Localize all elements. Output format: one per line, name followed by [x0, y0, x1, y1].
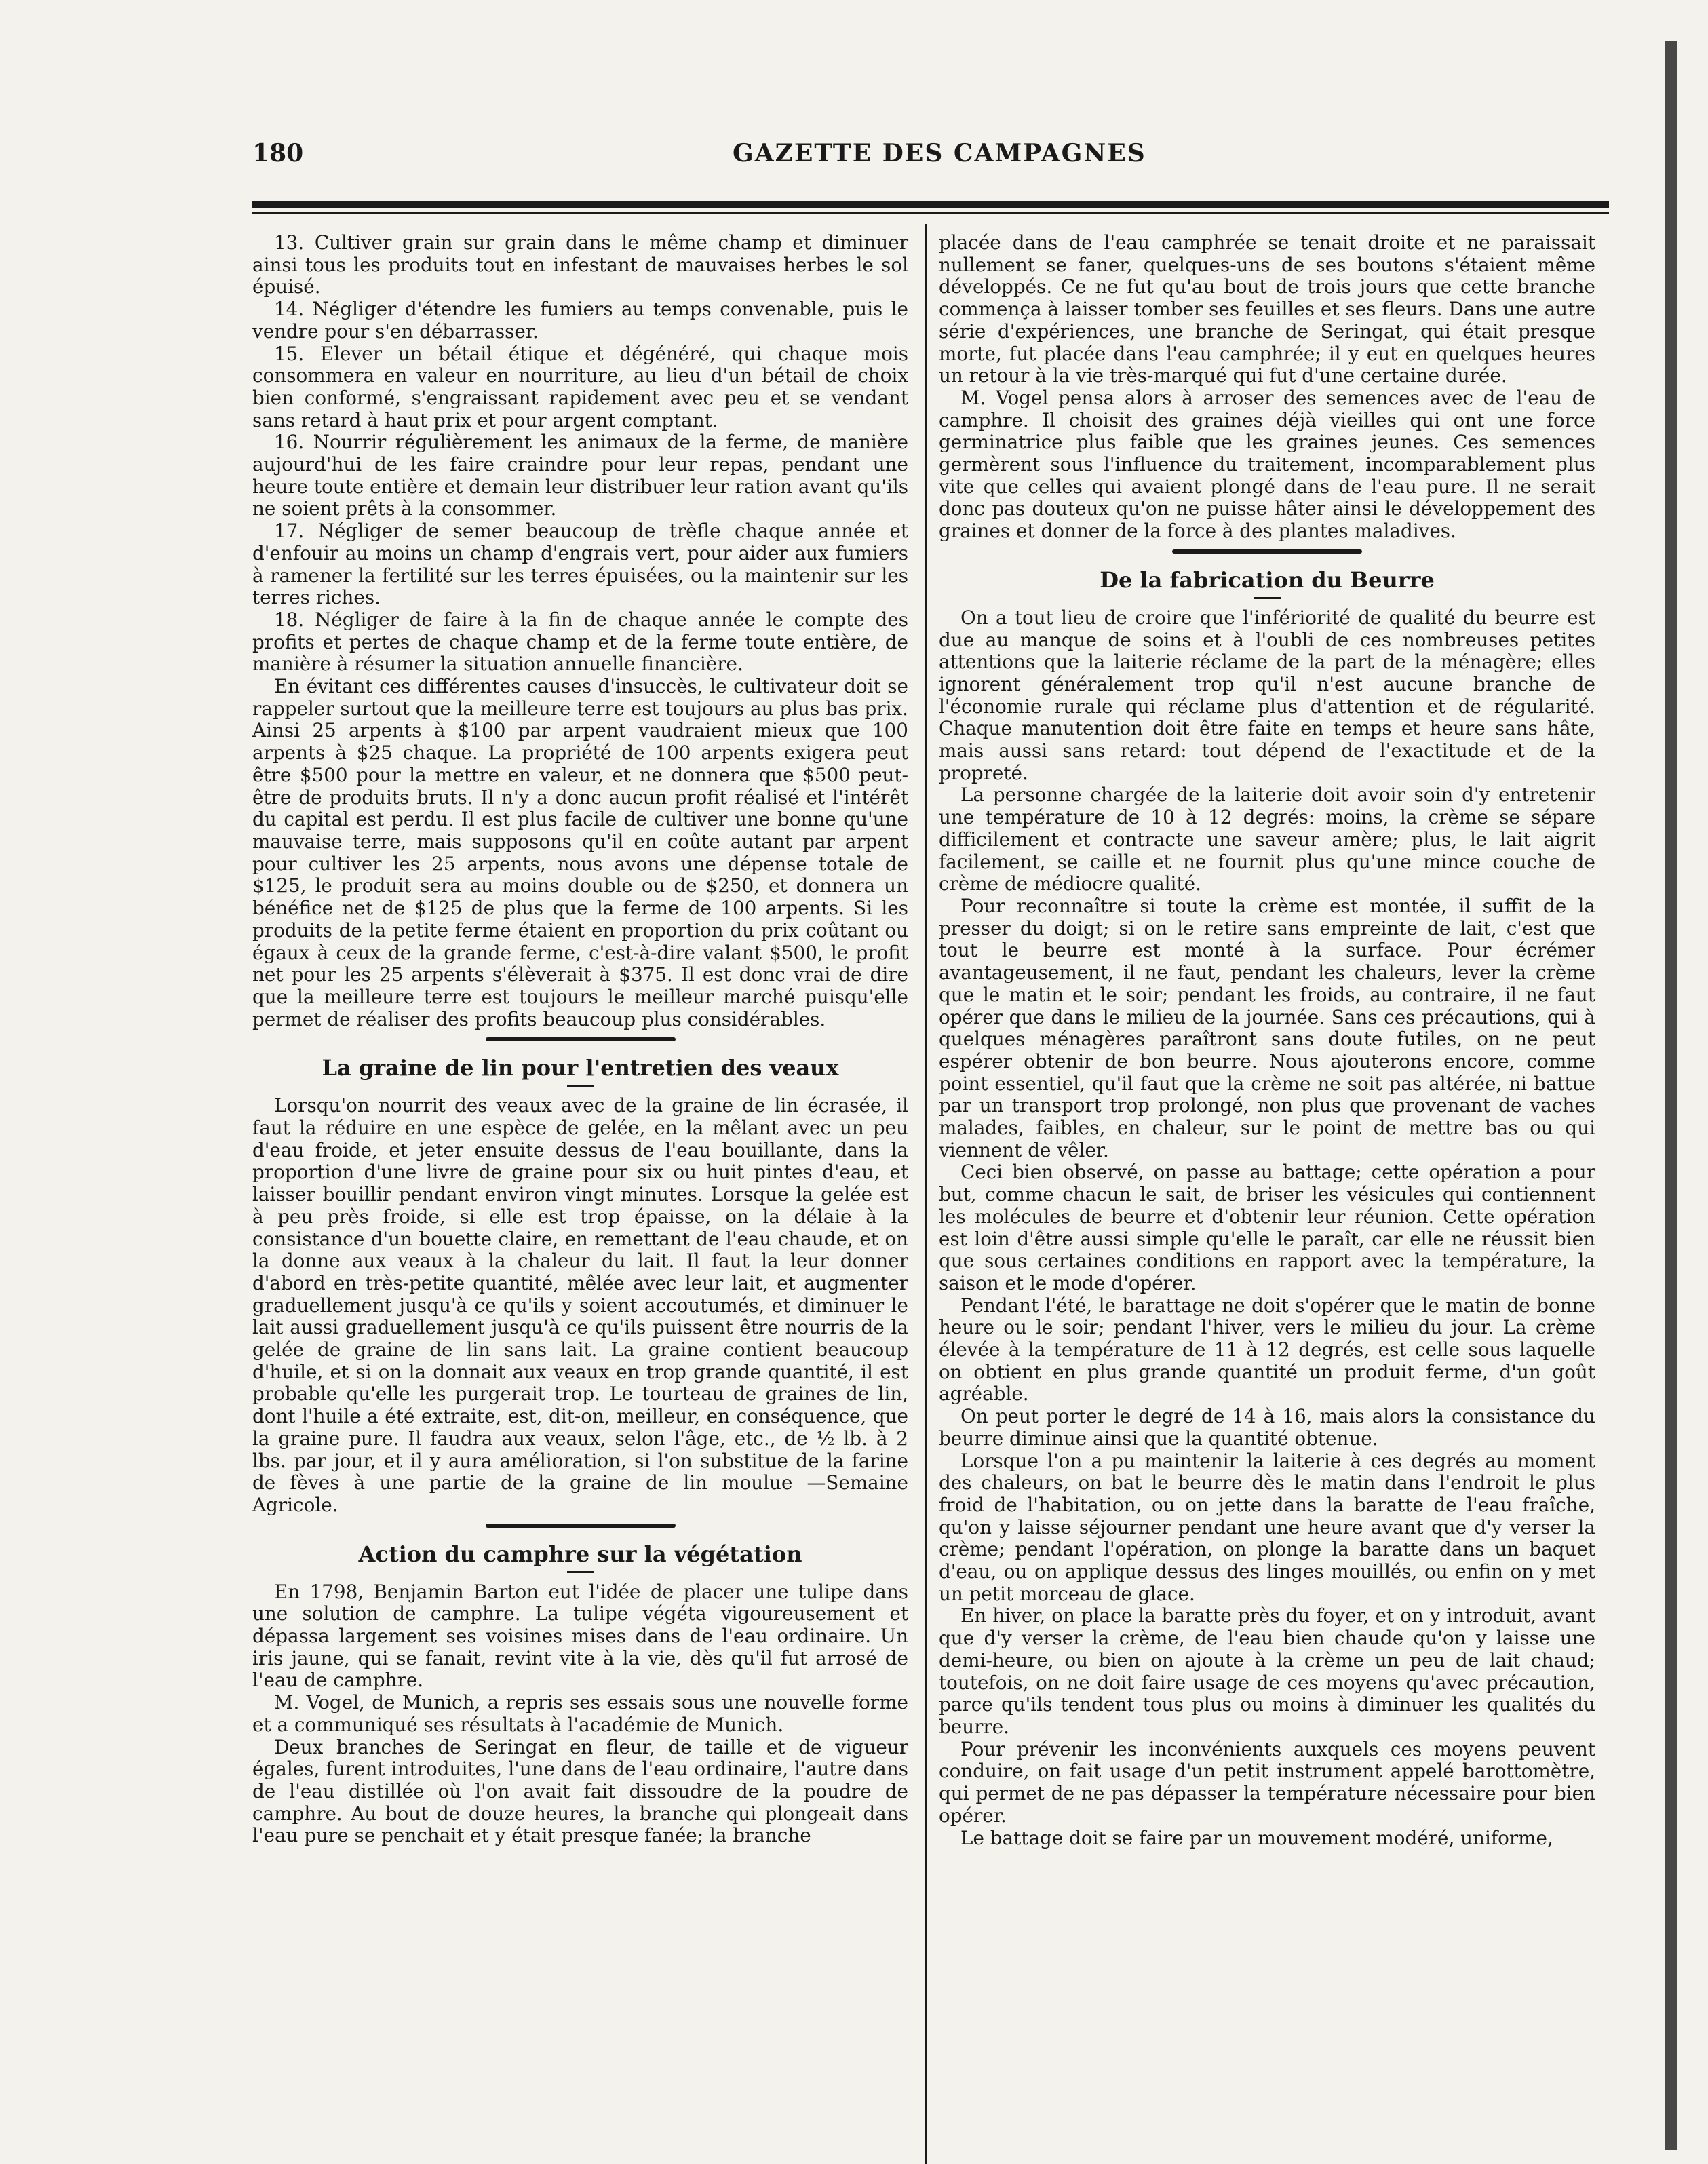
page-number: 180 [252, 139, 304, 168]
header-rule-thin [252, 212, 1609, 214]
article-paragraph: Ceci bien observé, on passe au battage; cette opération a pour but, comme chacun le sait, de briser les vésicules qui contiennent les molécules de beurre et d'obtenir leur réunion. Cette opération est loin d'être aussi simple qu'elle le paraît, car elle ne réussit bien que sous certaines conditions en rapport avec la température, la saison et le mode d'opérer. [939, 1161, 1595, 1294]
article-paragraph: M. Vogel pensa alors à arroser des semences avec de l'eau de camphre. Il choisit des graines déjà vieilles qui ont une force germinatrice plus faible que les graines jeunes. Ces semences germèrent sous l'influence du traitement, incomparablement plus vite que celles qui avaient plongé dans de l'eau pure. Il ne serait donc pas douteux qu'on ne puisse hâter ainsi le développement des graines et donner de la force à des plantes maladives. [939, 386, 1595, 543]
article-paragraph: Deux branches de Seringat en fleur, de taille et de vigueur égales, furent introduites, l'une dans de l'eau ordinaire, l'autre dans de l'eau distillée où l'on avait fait dissoudre de la poudre de camphre. Au bout de douze heures, la branche qui plongeait dans l'eau pure se penchait et y était presque fanée; la branche [252, 1735, 908, 1847]
article-paragraph: En hiver, on place la baratte près du foyer, et on y introduit, avant que d'y verser la crème, de l'eau bien chaude qu'on y laisse une demi-heure, ou bien on ajoute à la crème un peu de lait chaud; toutefois, on ne doit faire usage de ces moyens qu'avec précaution, parce qu'ils tendent tous plus ou moins à diminuer les qualités du beurre. [939, 1604, 1595, 1738]
article-paragraph: M. Vogel, de Munich, a repris ses essais sous une nouvelle forme et a communiqué ses résultats à l'académie de Munich. [252, 1691, 908, 1736]
list-item: 15. Elever un bétail étique et dégénéré, qui chaque mois consommera en valeur en nourriture, au lieu d'un bétail de choix bien conformé, s'engraissant rapidement avec peu et se vendant sans retard à haut prix et pour argent comptant. [252, 342, 908, 431]
list-item: 16. Nourrir régulièrement les animaux de la ferme, de manière aujourd'hui de les faire craindre pour leur repas, pendant une heure toute entière et demain leur distribuer leur ration avant qu'ils ne soient prêts à la consommer. [252, 431, 908, 520]
list-item: 18. Négliger de faire à la fin de chaque année le compte des profits et pertes de chaque champ et de la ferme toute entière, de manière à résumer la situation annuelle financière. [252, 608, 908, 676]
section-ornament [1172, 549, 1362, 554]
article-paragraph: La personne chargée de la laiterie doit avoir soin d'y entretenir une température de 10 à 12 degrés: moins, la crème se sépare difficilement et contracte une saveur amère; plus, le lait aigrit facilement, se caille et ne fournit plus qu'une mince couche de crème de médiocre qualité. [939, 784, 1595, 895]
article-paragraph: Pour reconnaître si toute la crème est montée, il suffit de la presser du doigt; si on le retire sans empreinte de lait, c'est que tout le beurre est monté à la surface. Pour écrémer avantageusement, il ne faut, pendant les chaleurs, lever la crème que le matin et le soir; pendant les froids, au contraire, il ne faut opérer que dans le milieu de la journée. Sans ces précautions, qui à quelques ménagères paraîtront sans doute futiles, on ne peut espérer obtenir de bon beurre. Nous ajouterons encore, comme point essentiel, qu'il faut que la crème ne soit pas altérée, ni battue par un transport trop prolongé, non plus que provenant de vaches malades, faibles, en chaleur, sur le point de mettre bas ou qui viennent de vêler. [939, 894, 1595, 1161]
title-dash [567, 1085, 594, 1087]
section-ornament [486, 1037, 676, 1041]
article-paragraph: On a tout lieu de croire que l'infériorité de qualité du beurre est due au manque de soins et à l'oubli de ces nombreuses petites attentions que la laiterie réclame de la part de la ménagère; elles ignorent généralement trop qu'il n'est aucune branche de l'économie rurale qui réclame plus d'attention et de régularité. Chaque manutention doit être faite en temps et heure sans hâte, mais aussi sans retard: tout dépend de l'exactitude et de la propreté. [939, 606, 1595, 784]
section-title-lin: La graine de lin pour l'entretien des veaux [322, 1055, 839, 1081]
title-dash [1254, 597, 1281, 599]
article-paragraph: placée dans de l'eau camphrée se tenait droite et ne paraissait nullement se faner, quelques-uns de ses boutons s'étaient même développés. Ce ne fut qu'au bout de trois jours que cette branche commença à laisser tomber ses feuilles et ses fleurs. Dans une autre série d'expériences, une branche de Seringat, qui était presque morte, fut placée dans l'eau camphrée; il y eut en quelques heures un retour à la vie très-marqué qui fut d'une certaine durée. [939, 231, 1595, 387]
column-rule [925, 224, 927, 2164]
running-head: GAZETTE DES CAMPAGNES [733, 139, 1146, 168]
section-title-beurre: De la fabrication du Beurre [1100, 566, 1435, 593]
article-paragraph: Lorsque l'on a pu maintenir la laiterie à ces degrés au moment des chaleurs, on bat le beurre dès le matin dans l'endroit le plus froid de l'habitation, ou on jette dans la baratte de l'eau fraîche, qu'on y laisse séjourner pendant une heure avant que d'y verser la crème; pendant l'opération, on plonge la baratte dans un baquet d'eau, ou on applique dessus des linges mouillés, ou enfin on y met un petit morceau de glace. [939, 1449, 1595, 1605]
list-item: 13. Cultiver grain sur grain dans le même champ et diminuer ainsi tous les produits tout en infestant de mauvaises herbes le sol épuisé. [252, 231, 908, 298]
article-paragraph: Lorsqu'on nourrit des veaux avec de la graine de lin écrasée, il faut la réduire en une espèce de gelée, en la mêlant avec un peu d'eau froide, et jeter ensuite dessus de l'eau bouillante, dans la proportion d'une livre de graine pour six ou huit pintes d'eau, et laisser bouillir pendant environ vingt minutes. Lorsque la gelée est à peu près froide, si elle est trop épaisse, on la délaie à la consistance d'un bouette claire, en remettant de l'eau chaude, et on la donne aux veaux à la chaleur du lait. Il faut la leur donner d'abord en très-petite quantité, mêlée avec leur lait, et augmenter graduellement jusqu'à ce qu'ils y soient accoutumés, et diminuer le lait aussi graduellement jusqu'à ce qu'ils puissent être nourris de la gelée de graine de lin sans lait. La graine contient beaucoup d'huile, et si on la donnait aux veaux en trop grande quantité, il est probable qu'elle les purgerait trop. Le tourteau de graines de lin, dont l'huile a été extraite, est, dit-on, meilleur, en conséquence, que la graine pure. Il faudra aux veaux, selon l'âge, etc., de ½ lb. à 2 lbs. par jour, et il y aura amélioration, si l'on substitue de la farine de fèves à une partie de la graine de lin moulue —Semaine Agricole. [252, 1094, 908, 1516]
list-item: 17. Négliger de semer beaucoup de trèfle chaque année et d'enfouir au moins un champ d'engrais vert, pour aider aux fumiers à ramener la fertilité sur les terres épuisées, ou la maintenir sur les terres riches. [252, 520, 908, 609]
left-column [252, 232, 908, 1847]
list-item: 14. Négliger d'étendre les fumiers au temps convenable, puis le vendre pour s'en débarrasser. [252, 298, 908, 343]
right-column [939, 232, 1595, 1849]
section-title-camphre: Action du camphre sur la végétation [358, 1541, 802, 1567]
summary-paragraph: En évitant ces différentes causes d'insuccès, le cultivateur doit se rappeler surtout que la meilleure terre est toujours au plus bas prix. Ainsi 25 arpents à $100 par arpent vaudraient mieux que 100 arpents à $25 chaque. La propriété de 100 arpents exigera peut être $500 pour la mettre en valeur, et ne donnera que $500 peut-être de produits bruts. Il n'y a donc aucun profit réalisé et l'intérêt du capital est perdu. Il est plus facile de cultiver une bonne qu'une mauvaise terre, mais supposons qu'il en coûte autant par arpent pour cultiver les 25 arpents, nous avons une dépense totale de $125, le produit sera au moins double ou de $250, et donnera un bénéfice net de $125 de plus que la ferme de 100 arpents. Si les produits de la petite ferme étaient en proportion du prix coûtant ou égaux à ceux de la grande ferme, c'est-à-dire valant $500, le profit net pour les 25 arpents s'élèverait à $375. Il est donc vrai de dire que la meilleure terre est toujours le meilleur marché puisqu'elle permet de réaliser des profits beaucoup plus considérables. [252, 675, 908, 1030]
page-edge-shadow [1665, 41, 1677, 2150]
title-dash [567, 1571, 594, 1573]
article-paragraph: En 1798, Benjamin Barton eut l'idée de placer une tulipe dans une solution de camphre. La tulipe végéta vigoureusement et dépassa largement ses voisines mises dans de l'eau ordinaire. Un iris jaune, qui se fanait, revint vite à la vie, dès qu'il fut arrosé de l'eau de camphre. [252, 1580, 908, 1692]
article-paragraph: Pour prévenir les inconvénients auxquels ces moyens peuvent conduire, on fait usage d'un petit instrument appelé barottomètre, qui permet de ne pas dépasser la température nécessaire pour bien opérer. [939, 1737, 1595, 1827]
section-ornament [486, 1524, 676, 1528]
header-rule [252, 201, 1609, 208]
article-paragraph: Le battage doit se faire par un mouvement modéré, uniforme, [960, 1826, 1553, 1849]
article-paragraph: Pendant l'été, le barattage ne doit s'opérer que le matin de bonne heure ou le soir; pendant l'hiver, vers le milieu du jour. La crème élevée à la température de 11 à 12 degrés, est celle sous laquelle on obtient en plus grande quantité un produit ferme, d'un goût agréable. [939, 1294, 1595, 1406]
article-paragraph: On peut porter le degré de 14 à 16, mais alors la consistance du beurre diminue ainsi que la quantité obtenue. [939, 1405, 1595, 1450]
